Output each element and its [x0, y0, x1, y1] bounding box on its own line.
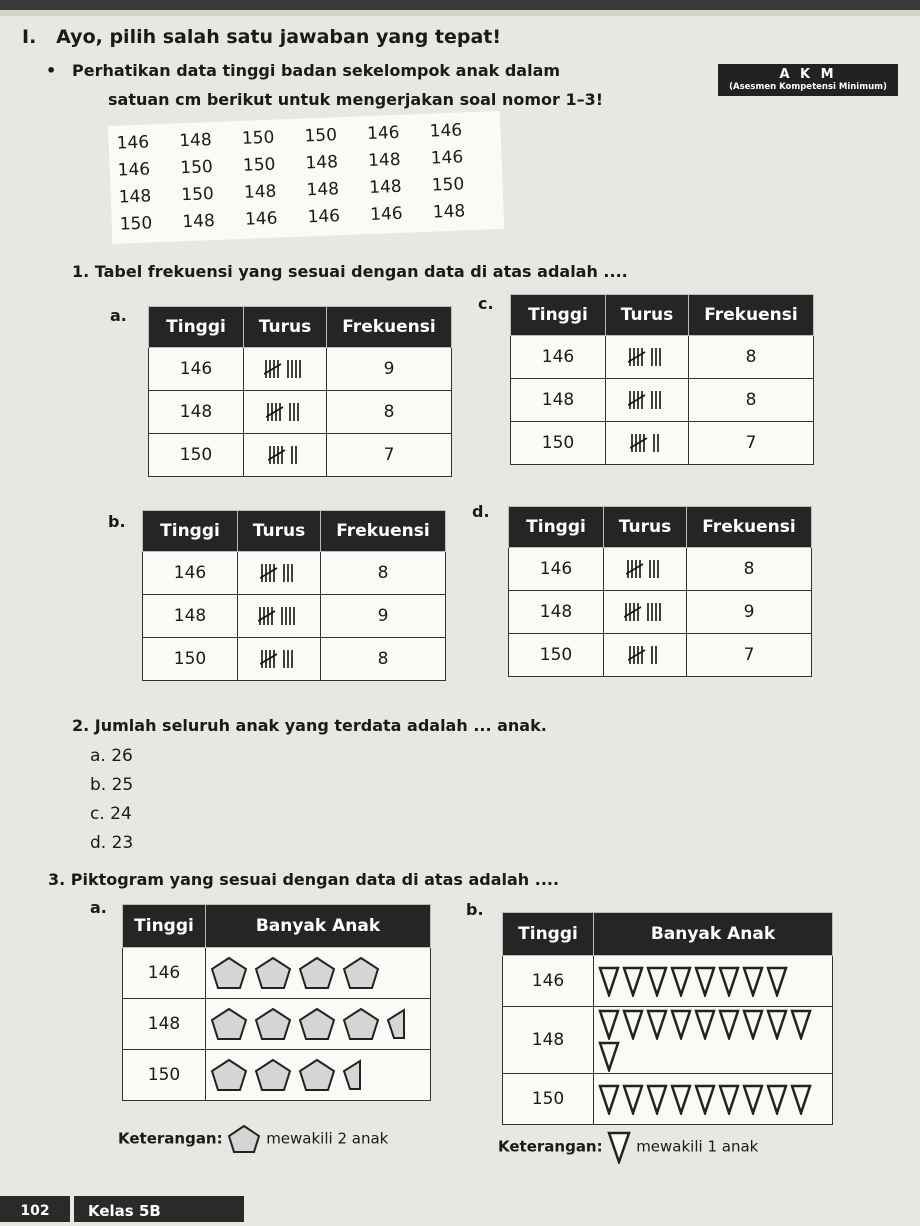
tinggi-cell: 148: [511, 379, 606, 422]
table-header: Tinggi: [149, 307, 244, 348]
triangle-icon: [766, 1008, 788, 1040]
tinggi-cell: 148: [509, 591, 604, 634]
table-row: [123, 1050, 431, 1101]
frequency-cell: 8: [689, 379, 814, 422]
frequency-cell: 8: [321, 638, 446, 681]
table-row: [509, 591, 812, 634]
table-row: [511, 336, 814, 379]
half-pentagon-icon: [386, 1007, 406, 1041]
q3-option-a-letter: a.: [90, 898, 107, 917]
table-header: Frekuensi: [327, 307, 452, 348]
frequency-cell: 7: [327, 434, 452, 477]
table-header: Frekuensi: [687, 507, 812, 548]
q1-option-a-table[interactable]: [148, 306, 452, 477]
q1-option-c-letter: c.: [478, 294, 494, 313]
triangle-icon: [790, 1083, 812, 1115]
pentagon-icon: [210, 1058, 248, 1092]
triangle-icon: [598, 1008, 620, 1040]
table-row: [503, 956, 833, 1007]
tinggi-cell: 146: [149, 348, 244, 391]
pentagon-icon: [298, 1058, 336, 1092]
table-row: [123, 999, 431, 1050]
frequency-cell: 7: [687, 634, 812, 677]
q1-option-a-letter: a.: [110, 306, 127, 325]
tally-mark-icon: [260, 647, 298, 671]
q1-option-c-table[interactable]: [510, 294, 814, 465]
triangle-icon: [670, 965, 692, 997]
frequency-table: [148, 306, 452, 477]
tally-cell: [244, 391, 327, 434]
triangle-icon: [622, 965, 644, 997]
triangle-icon: [598, 1083, 620, 1115]
bullet-dot: •: [46, 61, 57, 80]
pentagon-icon: [254, 1058, 292, 1092]
legend-text-a: mewakili 2 anak: [266, 1129, 389, 1148]
data-cell: 150: [241, 127, 275, 149]
question-3: 3. Piktogram yang sesuai dengan data di atas adalah ....: [48, 870, 560, 889]
q1-option-b-table[interactable]: [142, 510, 446, 681]
tally-cell: [606, 422, 689, 465]
data-cell: 150: [242, 154, 276, 176]
frequency-table: [142, 510, 446, 681]
q3-option-b-letter: b.: [466, 900, 484, 919]
triangle-icon: [622, 1008, 644, 1040]
triangle-icon: [598, 965, 620, 997]
tally-mark-icon: [266, 400, 304, 424]
icons-cell: [594, 1074, 833, 1125]
pentagon-icon: [210, 1007, 248, 1041]
table-row: [509, 548, 812, 591]
triangle-icon: [718, 1008, 740, 1040]
data-cell: 146: [430, 146, 464, 169]
table-row: [123, 948, 431, 999]
section-number: I.: [22, 26, 37, 48]
table-row: [143, 595, 446, 638]
triangle-icon: [718, 965, 740, 997]
question-2: 2. Jumlah seluruh anak yang terdata adalah ... anak.: [72, 716, 547, 735]
q2-option-a[interactable]: a. 26: [90, 746, 133, 766]
data-cell: 148: [305, 151, 339, 173]
tinggi-cell: 150: [143, 638, 238, 681]
triangle-icon: [694, 1083, 716, 1115]
tally-cell: [604, 591, 687, 634]
triangle-icon: [766, 1083, 788, 1115]
triangle-icon: [694, 1008, 716, 1040]
triangle-icon: [742, 965, 764, 997]
pentagon-icon: [210, 956, 248, 990]
tinggi-cell: 148: [149, 391, 244, 434]
frequency-cell: 8: [327, 391, 452, 434]
tally-cell: [244, 348, 327, 391]
data-cell: 148: [182, 210, 216, 232]
q3-option-a-pictogram[interactable]: [122, 904, 431, 1101]
pentagon-icon: [298, 1007, 336, 1041]
table-header: Tinggi: [511, 295, 606, 336]
pentagon-icon: [254, 956, 292, 990]
icons-cell: [594, 1007, 833, 1074]
height-data-grid: [108, 111, 504, 244]
data-cell: 150: [179, 156, 214, 178]
tally-cell: [604, 634, 687, 677]
data-cell: 148: [432, 200, 466, 223]
frequency-table: [510, 294, 814, 465]
tinggi-cell: 150: [149, 434, 244, 477]
triangle-icon: [742, 1008, 764, 1040]
triangle-icon: [646, 1083, 668, 1115]
q1-option-d-table[interactable]: [508, 506, 812, 677]
legend-label-b: Keterangan:: [498, 1137, 603, 1156]
tally-cell: [238, 638, 321, 681]
table-header: Turus: [606, 295, 689, 336]
table-row: [149, 434, 452, 477]
data-cell: 148: [178, 129, 213, 151]
frequency-cell: 9: [327, 348, 452, 391]
tinggi-cell: 146: [123, 948, 206, 999]
q2-option-b[interactable]: b. 25: [90, 775, 134, 795]
data-cell: 150: [180, 183, 215, 205]
tinggi-cell: 150: [511, 422, 606, 465]
frequency-table: [508, 506, 812, 677]
table-row: [143, 552, 446, 595]
tally-cell: [238, 595, 321, 638]
data-cell: 150: [119, 212, 153, 235]
pentagon-icon: [342, 1007, 380, 1041]
page-number: 102: [0, 1196, 70, 1222]
q2-option-c[interactable]: c. 24: [90, 804, 132, 824]
tally-mark-icon: [258, 604, 300, 628]
tally-cell: [244, 434, 327, 477]
table-header: Frekuensi: [321, 511, 446, 552]
data-cell: 146: [117, 158, 151, 181]
icons-cell: [206, 999, 431, 1050]
tinggi-cell: 146: [509, 548, 604, 591]
frequency-cell: 8: [689, 336, 814, 379]
tally-mark-icon: [626, 557, 664, 581]
table-header: Turus: [238, 511, 321, 552]
triangle-icon: [646, 1008, 668, 1040]
table-row: [511, 422, 814, 465]
triangle-icon: [598, 1040, 620, 1072]
tally-mark-icon: [268, 443, 302, 467]
table-header: Tinggi: [503, 913, 594, 956]
data-cell: 148: [243, 181, 277, 203]
pentagon-icon: [254, 1007, 292, 1041]
triangle-icon: [790, 1008, 812, 1040]
table-row: [511, 379, 814, 422]
table-row: [143, 638, 446, 681]
top-edge-light: [0, 10, 920, 16]
table-header: Tinggi: [123, 905, 206, 948]
pentagon-icon: [298, 956, 336, 990]
tally-mark-icon: [624, 600, 666, 624]
q3-b-legend: [498, 1130, 758, 1164]
triangle-icon: [670, 1008, 692, 1040]
triangle-icon: [694, 965, 716, 997]
data-cell: 146: [429, 119, 463, 142]
tally-cell: [238, 552, 321, 595]
tinggi-cell: 150: [503, 1074, 594, 1125]
data-cell: 150: [304, 124, 338, 146]
frequency-cell: 8: [321, 552, 446, 595]
pictogram-table: [122, 904, 431, 1101]
data-cell: 146: [369, 203, 404, 225]
tally-mark-icon: [628, 388, 666, 412]
triangle-icon: [718, 1083, 740, 1115]
intro-line-2: satuan cm berikut untuk mengerjakan soal nomor 1–3!: [108, 90, 604, 109]
q3-a-legend: [118, 1124, 388, 1154]
tally-mark-icon: [630, 431, 664, 455]
q3-option-b-pictogram[interactable]: [502, 912, 833, 1125]
pentagon-icon: [227, 1124, 261, 1154]
table-header: Turus: [244, 307, 327, 348]
pictogram-table: [502, 912, 833, 1125]
table-header: Turus: [604, 507, 687, 548]
data-cell: 148: [367, 149, 401, 171]
frequency-cell: 7: [689, 422, 814, 465]
table-row: [149, 391, 452, 434]
tally-mark-icon: [264, 357, 306, 381]
data-cell: 146: [116, 131, 150, 154]
tinggi-cell: 150: [123, 1050, 206, 1101]
q2-options: [90, 746, 133, 862]
data-cell: 146: [244, 208, 278, 230]
tinggi-cell: 148: [123, 999, 206, 1050]
table-header: Banyak Anak: [206, 905, 431, 948]
data-cell: 148: [368, 176, 402, 198]
half-pentagon-icon: [342, 1058, 362, 1092]
section-title: [22, 26, 501, 48]
data-cell: 146: [307, 205, 341, 227]
data-cell: 148: [118, 185, 152, 208]
tinggi-cell: 150: [509, 634, 604, 677]
table-row: [149, 348, 452, 391]
tally-cell: [606, 379, 689, 422]
section-heading: Ayo, pilih salah satu jawaban yang tepat!: [56, 26, 502, 48]
akm-subtitle: (Asesmen Kompetensi Minimum): [729, 82, 887, 92]
triangle-icon: [766, 965, 788, 997]
triangle-icon: [670, 1083, 692, 1115]
table-row: [509, 634, 812, 677]
class-label: Kelas 5B: [74, 1196, 244, 1222]
icons-cell: [206, 948, 431, 999]
legend-label-a: Keterangan:: [118, 1129, 223, 1148]
table-header: Frekuensi: [689, 295, 814, 336]
intro-line-1: Perhatikan data tinggi badan sekelompok anak dalam: [72, 61, 561, 80]
q2-option-d[interactable]: d. 23: [90, 833, 134, 853]
tally-mark-icon: [628, 643, 662, 667]
pentagon-icon: [342, 956, 380, 990]
q1-option-b-letter: b.: [108, 512, 126, 531]
icons-cell: [594, 956, 833, 1007]
tinggi-cell: 148: [143, 595, 238, 638]
icons-cell: [206, 1050, 431, 1101]
table-header: Tinggi: [143, 511, 238, 552]
akm-title: A K M: [779, 67, 837, 82]
frequency-cell: 8: [687, 548, 812, 591]
legend-text-b: mewakili 1 anak: [636, 1137, 759, 1156]
data-cell: 148: [306, 178, 340, 200]
table-header: Tinggi: [509, 507, 604, 548]
akm-badge: [718, 64, 898, 96]
data-cell: 150: [431, 173, 465, 196]
intro-text: [46, 56, 692, 114]
triangle-icon: [607, 1130, 631, 1164]
table-row: [503, 1074, 833, 1125]
tinggi-cell: 148: [503, 1007, 594, 1074]
question-1: 1. Tabel frekuensi yang sesuai dengan data di atas adalah ....: [72, 262, 628, 281]
tally-cell: [606, 336, 689, 379]
top-edge: [0, 0, 920, 10]
tally-mark-icon: [628, 345, 666, 369]
triangle-icon: [622, 1083, 644, 1115]
data-cell: 146: [366, 122, 400, 144]
tally-mark-icon: [260, 561, 298, 585]
triangle-icon: [646, 965, 668, 997]
tinggi-cell: 146: [503, 956, 594, 1007]
tinggi-cell: 146: [143, 552, 238, 595]
q1-option-d-letter: d.: [472, 502, 490, 521]
table-header: Banyak Anak: [594, 913, 833, 956]
triangle-icon: [742, 1083, 764, 1115]
table-row: [503, 1007, 833, 1074]
tally-cell: [604, 548, 687, 591]
tinggi-cell: 146: [511, 336, 606, 379]
frequency-cell: 9: [687, 591, 812, 634]
frequency-cell: 9: [321, 595, 446, 638]
